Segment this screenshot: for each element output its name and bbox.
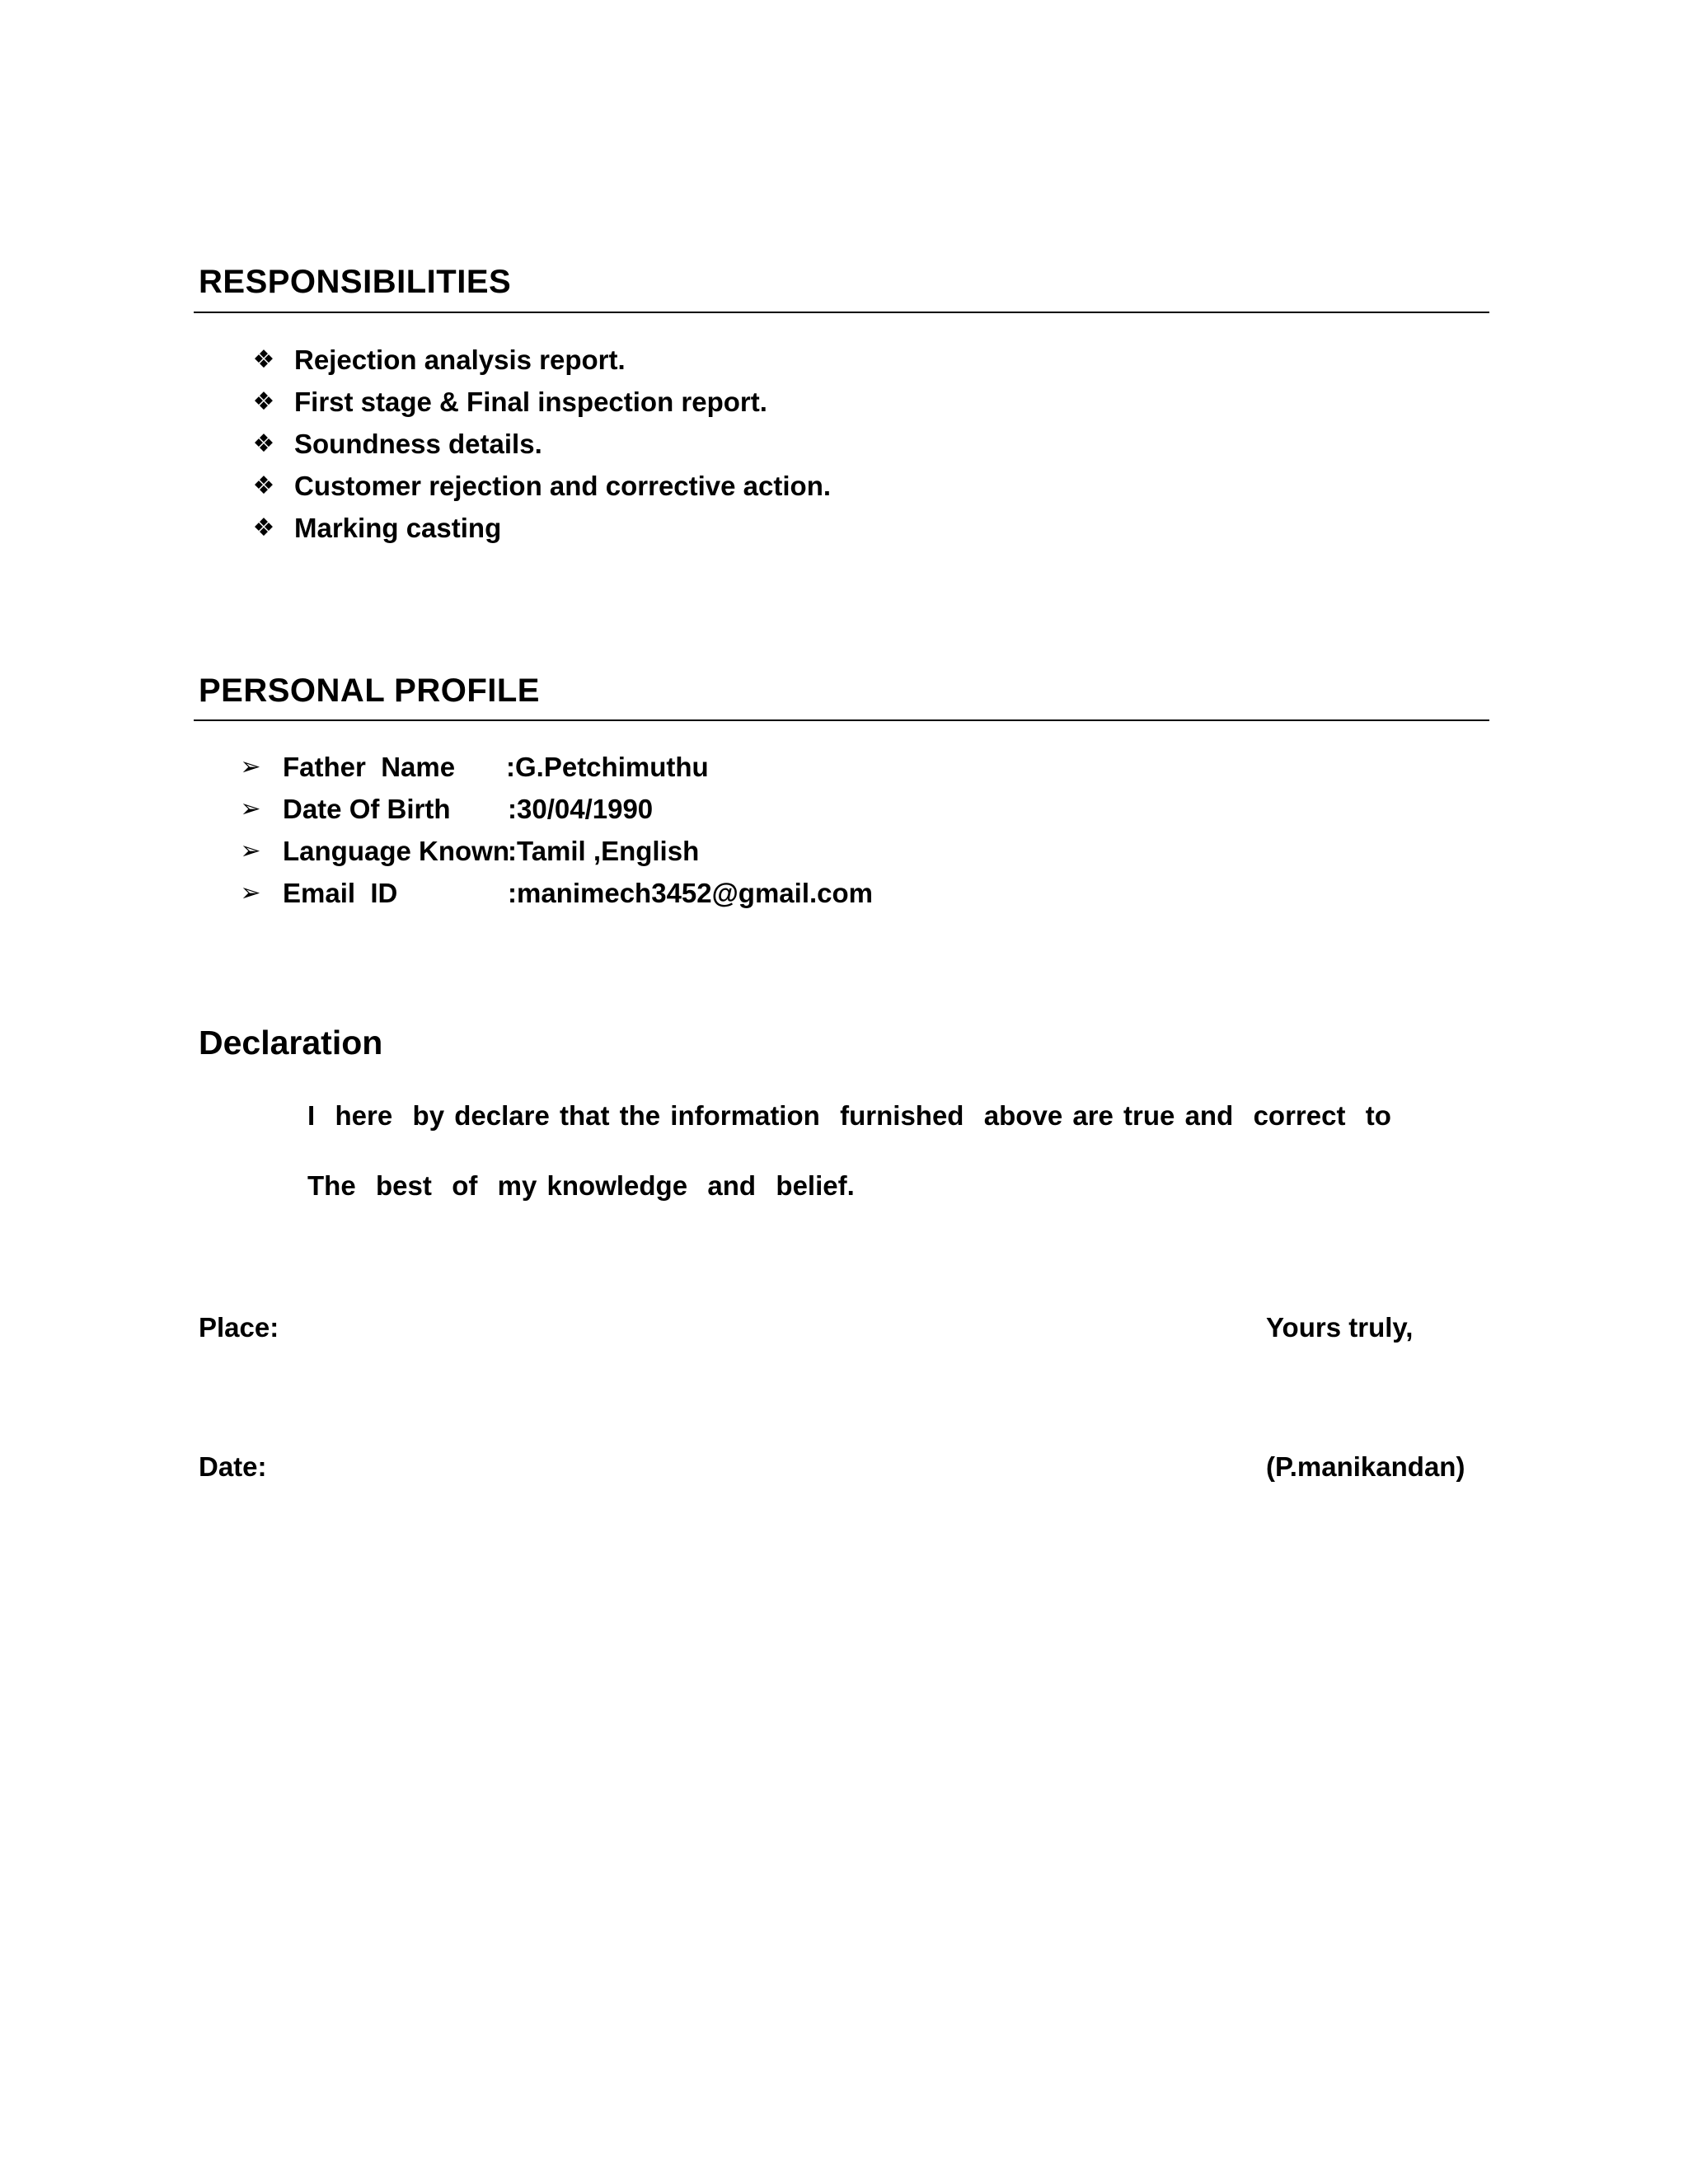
responsibility-text: Customer rejection and corrective action. — [294, 471, 832, 501]
profile-label: Father Name — [283, 752, 456, 782]
diamond-bullet-icon: ❖ — [252, 514, 275, 541]
responsibilities-heading: RESPONSIBILITIES — [199, 264, 512, 300]
arrowhead-bullet-icon: ➢ — [240, 795, 261, 823]
diamond-bullet-icon: ❖ — [252, 346, 275, 373]
profile-label: Email ID — [283, 878, 398, 908]
profile-value: :manimech3452@gmail.com — [508, 878, 874, 908]
responsibility-text: Marking casting — [294, 513, 502, 543]
profile-value: :Tamil ,English — [508, 836, 700, 866]
arrowhead-bullet-icon: ➢ — [240, 753, 261, 780]
personal-profile-heading: PERSONAL PROFILE — [199, 673, 540, 709]
declaration-text-line-2: The best of my knowledge and belief. — [307, 1170, 855, 1201]
date-label: Date: — [199, 1451, 267, 1482]
diamond-bullet-icon: ❖ — [252, 388, 275, 415]
profile-value: :30/04/1990 — [508, 794, 654, 824]
place-label: Place: — [199, 1312, 279, 1343]
arrowhead-bullet-icon: ➢ — [240, 879, 261, 907]
arrowhead-bullet-icon: ➢ — [240, 837, 261, 865]
responsibilities-divider — [194, 312, 1489, 313]
responsibility-text: Soundness details. — [294, 429, 542, 459]
declaration-text-line-1: I here by declare that the information furnished above are true and correct to — [307, 1100, 1391, 1131]
responsibility-text: First stage & Final inspection report. — [294, 387, 767, 417]
closing-text: Yours truly, — [1266, 1312, 1414, 1343]
signature-name: (P.manikandan) — [1266, 1451, 1465, 1482]
profile-value: :G.Petchimuthu — [506, 752, 709, 782]
profile-label: Date Of Birth — [283, 794, 451, 824]
personal-profile-divider — [194, 719, 1489, 721]
diamond-bullet-icon: ❖ — [252, 430, 275, 457]
profile-label: Language Known — [283, 836, 509, 866]
responsibility-text: Rejection analysis report. — [294, 344, 626, 375]
diamond-bullet-icon: ❖ — [252, 472, 275, 499]
declaration-heading: Declaration — [199, 1024, 383, 1062]
